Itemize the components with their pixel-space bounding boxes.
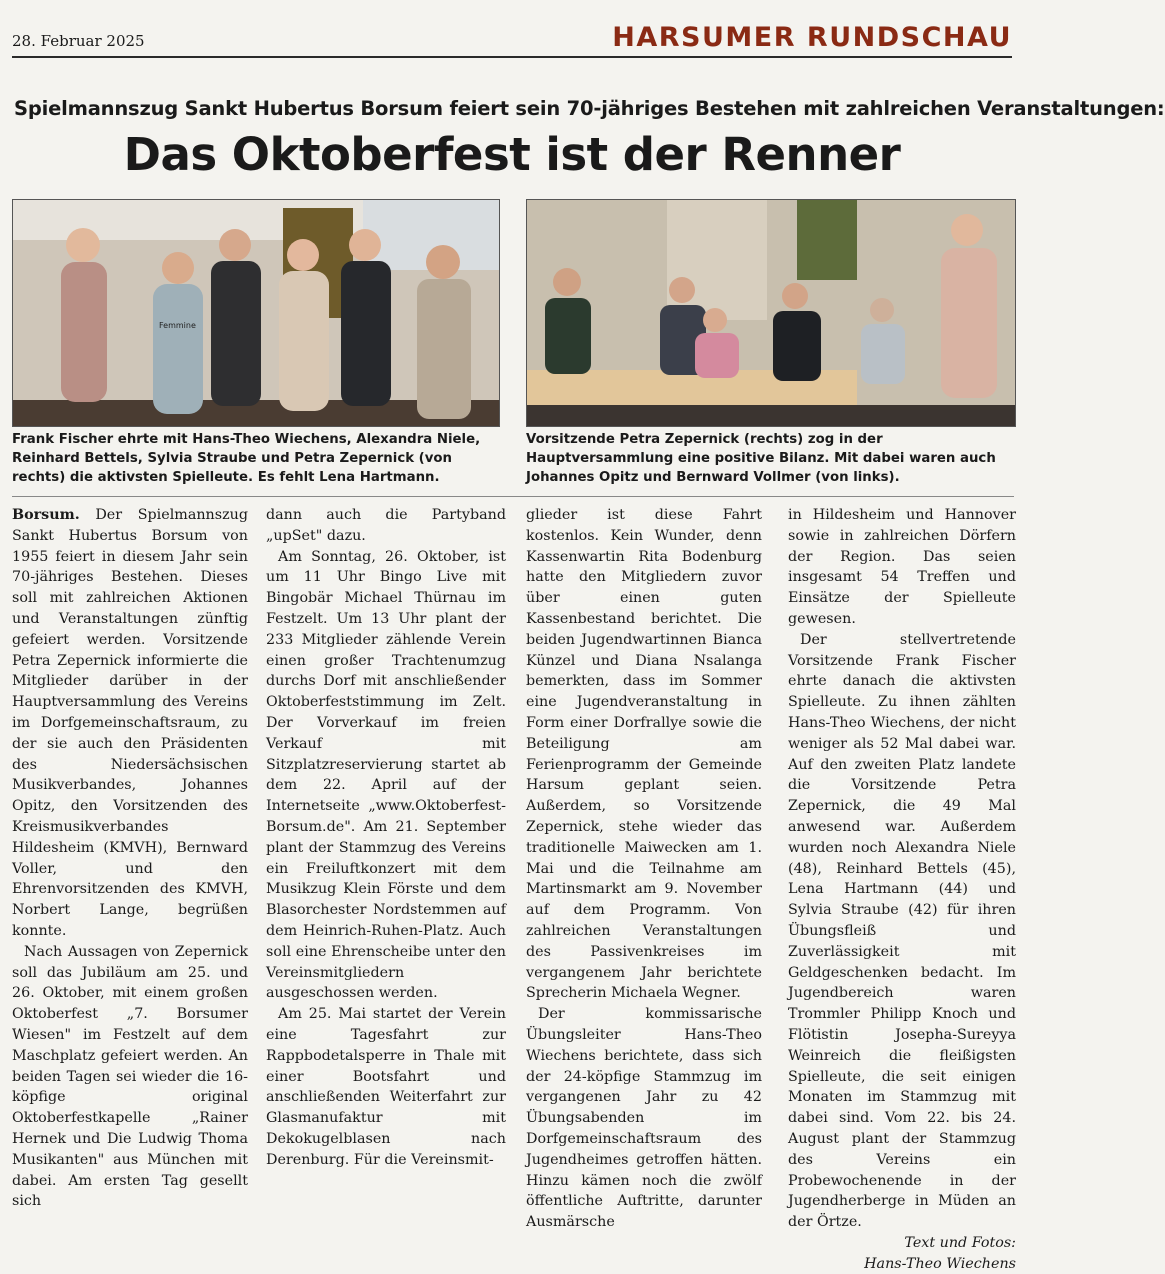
newspaper-header (12, 22, 1012, 58)
photo-general-assembly (526, 199, 1016, 427)
group-photo-illustration (13, 200, 499, 426)
article-column-2 (266, 505, 506, 1171)
article-paragraph: dann auch die Partyband „upSet" dazu. (266, 507, 506, 544)
author-credit: Text und Fotos: Hans-Theo Wiechens (864, 1234, 1016, 1272)
photo-caption-left: Frank Fischer ehrte mit Hans-Theo Wiechens, Alexandra Niele, Reinhard Bettels, Sylvia Straube und Petra Zepernick (von rechts) die aktivsten Spielleute. Es fehlt Lena Hartmann. (12, 432, 481, 485)
article-paragraph: Der stellvertretende Vorsitzende Frank Fischer ehrte danach die aktivsten Spielleute. Zu ihnen zählten Hans-Theo Wiechens, der nicht weniger als 52 Mal dabei war. Auf den zweiten Platz landete die Vorsitzende Petra Zepernick, die 49 Mal anwesend war. Außerdem wurden noch Alexandra Niele (48), Reinhard Bettels (45), Lena Hartmann (44) und Sylvia Straube (42) für ihren Übungsfleiß und Zuverlässigkeit mit Geldgeschenken bedacht. Im Jugendbereich waren Trommler Philipp Knoch und Flötistin Josepha-Sureyya Weinreich die fleißigsten Spielleute, die seit einigen Monaten im Stammzug mit dabei sind. Vom 22. bis 24. August plant der Stammzug des Vereins ein Probewochenende in der Jugendherberge in Müden an der Örtze. (788, 631, 1016, 1231)
assembly-photo-illustration (527, 200, 1015, 426)
article-column-4 (788, 505, 1016, 1274)
article-headline: Das Oktoberfest ist der Renner (123, 128, 901, 181)
shirt-lettering: Femmine (159, 321, 196, 330)
article-paragraph: Borsum. Der Spielmannszug Sankt Hubertus Borsum von 1955 feiert in diesem Jahr sein 70-jähriges Bestehen. Dieses soll mit zahlreichen Aktionen und Veranstaltungen zünftig gefeiert werden. Vorsitzende Petra Zepernick informierte die Mitglieder darüber in der Hauptversammlung des Vereins im Dorfgemeinschaftsraum, zu der sie auch den Präsidenten des Niedersächsischen Musikverbandes, Johannes Opitz, den Vorsitzenden des Kreismusikverbandes Hildesheim (KMVH), Bernward Voller, und den Ehrenvorsitzenden des KMVH, Norbert Lange, begrüßen konnte. (12, 507, 248, 939)
photo-caption-right: Vorsitzende Petra Zepernick (rechts) zog in der Hauptversammlung eine positive Bilanz. Mit dabei waren auch Johannes Opitz und Bernward Vollmer (von links). (526, 432, 996, 485)
dateline: Borsum. (12, 507, 80, 523)
article-column-1 (12, 505, 248, 1212)
article-paragraph: Der kommissarische Übungsleiter Hans-Theo Wiechens berichtete, dass sich der 24-köpfige Stammzug im vergangenen Jahr zu 42 Übungsabenden im Dorfgemeinschaftsraum des Jugendheimes getroffen hätten. Hinzu kämen noch die zwölf öffentliche Auftritte, darunter Ausmärsche (526, 1006, 762, 1231)
article-kicker: Spielmannszug Sankt Hubertus Borsum feiert sein 70-jähriges Bestehen mit zahlreichen Veranstaltungen: (14, 97, 1165, 120)
newspaper-masthead: HARSUMER RUNDSCHAU (612, 22, 1012, 53)
article-paragraph: Am Sonntag, 26. Oktober, ist um 11 Uhr Bingo Live mit Bingobär Michael Thürnau im Festzelt. Um 13 Uhr plant der 233 Mitglieder zählende Verein einen großer Trachtenumzug durchs Dorf mit anschließender Oktoberfeststimmung im Zelt. Der Vorverkauf im freien Verkauf mit Sitzplatzreservierung startet ab dem 22. April auf der Internetseite „www.Oktoberfest-Borsum.de". Am 21. September plant der Stammzug des Vereins ein Freiluftkonzert mit dem Musikzug Klein Förste und dem Blasorchester Nordstemmen auf dem Heinrich-Ruhen-Platz. Auch soll eine Ehrenscheibe unter den Vereinsmitgliedern ausgeschossen werden. (266, 548, 506, 1002)
article-paragraph: in Hildesheim und Hannover sowie in zahlreichen Dörfern der Region. Das seien insgesamt 54 Treffen und Einsätze der Spielleute gewesen. (788, 507, 1016, 627)
article-paragraph: glieder ist diese Fahrt kostenlos. Kein Wunder, denn Kassenwartin Rita Bodenburg hatte den Mitgliedern zuvor über einen guten Kassenbestand berichtet. Die beiden Jugendwartinnen Bianca Künzel und Diana Nsalanga bemerkten, dass im Sommer eine Jugendveranstaltung in Form einer Dorfrallye sowie die Beteiligung am Ferienprogramm der Gemeinde Harsum geplant seien. Außerdem, so Vorsitzende Zepernick, stehe wieder das traditionelle Maiwecken am 1. Mai und die Teilnahme am Martinsmarkt am 9. November auf dem Programm. Von zahlreichen Veranstaltungen des Passivenkreises im vergangenem Jahr berichtete Sprecherin Michaela Wegner. (526, 507, 762, 1002)
article-paragraph: Nach Aussagen von Zepernick soll das Jubiläum am 25. und 26. Oktober, mit einem großen Oktoberfest „7. Borsumer Wiesen" im Festzelt auf dem Maschplatz gefeiert werden. An beiden Tagen sei wieder die 16-köpfige original Oktoberfestkapelle „Rainer Hernek und Die Ludwig Thoma Musikanten" aus München mit dabei. Am ersten Tag gesellt sich (12, 943, 248, 1210)
caption-divider (12, 496, 1014, 497)
article-paragraph: Am 25. Mai startet der Verein eine Tagesfahrt zur Rappbodetalsperre in Thale mit einer Bootsfahrt und anschließenden Weiterfahrt zur Glasmanufaktur mit Dekokugelblasen nach Derenburg. Für die Vereinsmit- (266, 1006, 506, 1168)
article-column-3 (526, 505, 762, 1233)
issue-date: 28. Februar 2025 (12, 32, 145, 50)
photo-honored-members (12, 199, 500, 427)
